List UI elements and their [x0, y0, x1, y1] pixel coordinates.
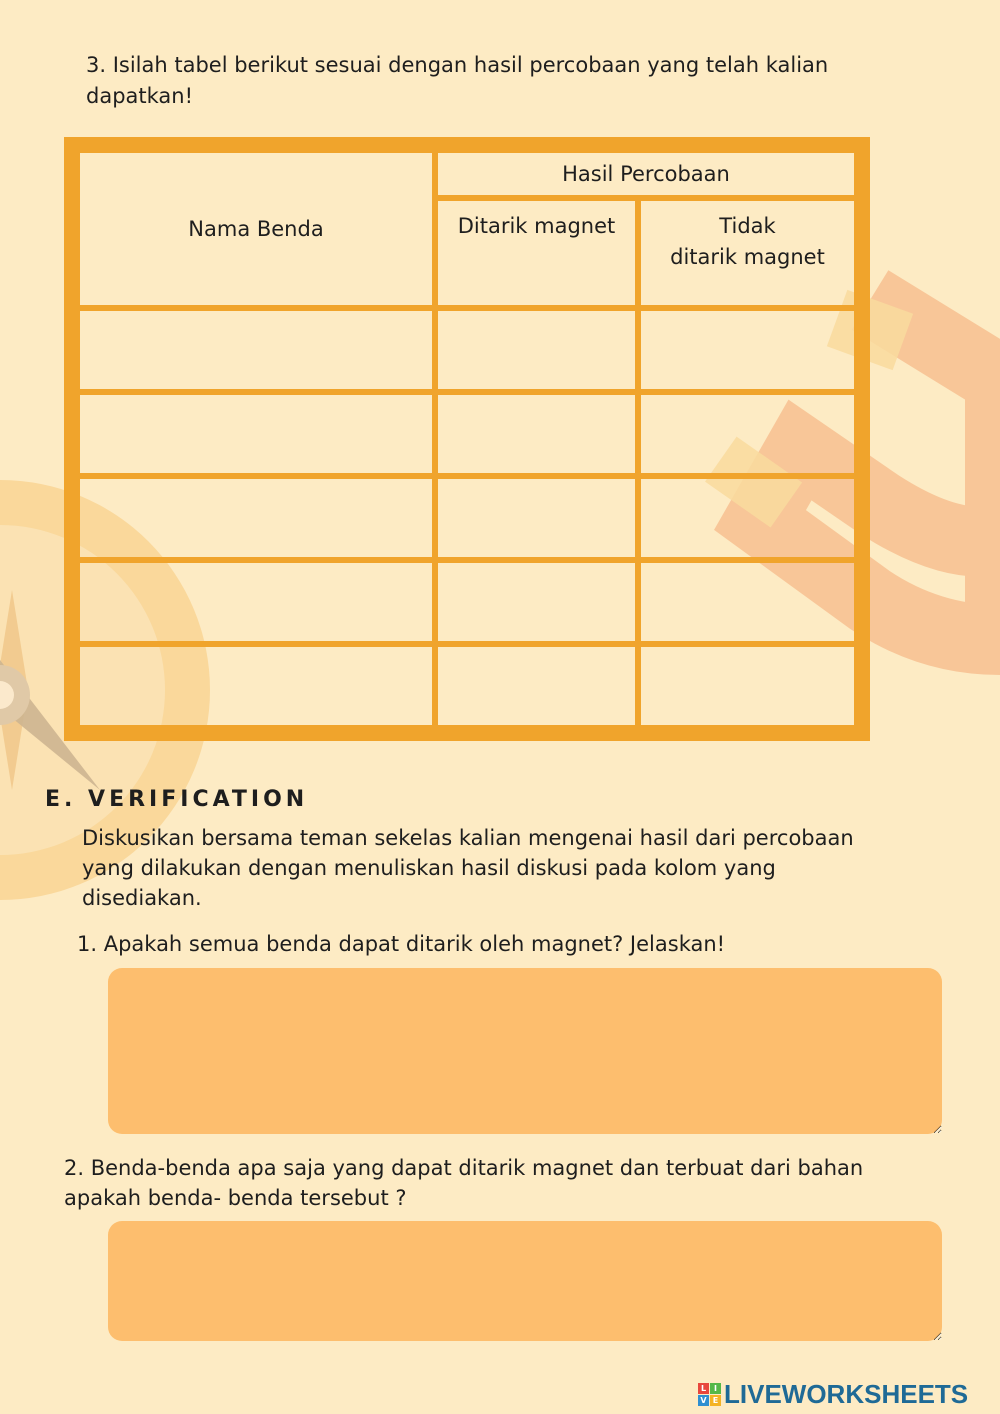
logo-tile: V [698, 1395, 709, 1406]
cell-object-name[interactable] [72, 308, 435, 392]
table-row [72, 392, 862, 476]
table-row [72, 560, 862, 644]
cell-attracted[interactable] [435, 560, 638, 644]
section-title: E. VERIFICATION [45, 787, 309, 812]
cell-object-name[interactable] [72, 392, 435, 476]
logo-tiles [698, 1383, 721, 1406]
logo-tile: L [698, 1383, 709, 1394]
answer-box-2[interactable] [108, 1221, 942, 1341]
table-row [72, 308, 862, 392]
header-experiment-result: Hasil Percobaan [435, 145, 862, 198]
header-not-attracted [638, 198, 862, 308]
cell-not-attracted[interactable] [638, 392, 862, 476]
logo-text: LIVEWORKSHEETS [724, 1379, 969, 1409]
table-row [72, 644, 862, 733]
question-3: 3. Isilah tabel berikut sesuai dengan hasil percobaan yang telah kalian dapatkan! [86, 53, 829, 108]
cell-attracted[interactable] [435, 392, 638, 476]
cell-not-attracted[interactable] [638, 308, 862, 392]
cell-not-attracted[interactable] [638, 560, 862, 644]
cell-object-name[interactable] [72, 644, 435, 733]
logo-tile: I [710, 1383, 721, 1394]
observation-table [64, 137, 870, 741]
cell-not-attracted[interactable] [638, 644, 862, 733]
cell-not-attracted[interactable] [638, 476, 862, 560]
question-1: 1. Apakah semua benda dapat ditarik oleh magnet? Jelaskan! [77, 932, 726, 956]
question-2: 2. Benda-benda apa saja yang dapat ditarik magnet dan terbuat dari bahan apakah benda- benda tersebut ? [64, 1156, 864, 1210]
header-not-attracted-line1: Tidak [719, 214, 776, 238]
section-instructions: Diskusikan bersama teman sekelas kalian mengenai hasil dari percobaan yang dilakukan dengan menuliskan hasil diskusi pada kolom yang disediakan. [82, 826, 854, 910]
cell-object-name[interactable] [72, 476, 435, 560]
cell-attracted[interactable] [435, 308, 638, 392]
header-object-name: Nama Benda [72, 145, 435, 308]
liveworksheets-logo [698, 1379, 968, 1410]
header-attracted: Ditarik magnet [435, 198, 638, 308]
cell-attracted[interactable] [435, 644, 638, 733]
table-row [72, 476, 862, 560]
logo-tile: E [710, 1395, 721, 1406]
answer-box-1[interactable] [108, 968, 942, 1134]
header-not-attracted-line2: ditarik magnet [670, 245, 825, 269]
cell-object-name[interactable] [72, 560, 435, 644]
cell-attracted[interactable] [435, 476, 638, 560]
